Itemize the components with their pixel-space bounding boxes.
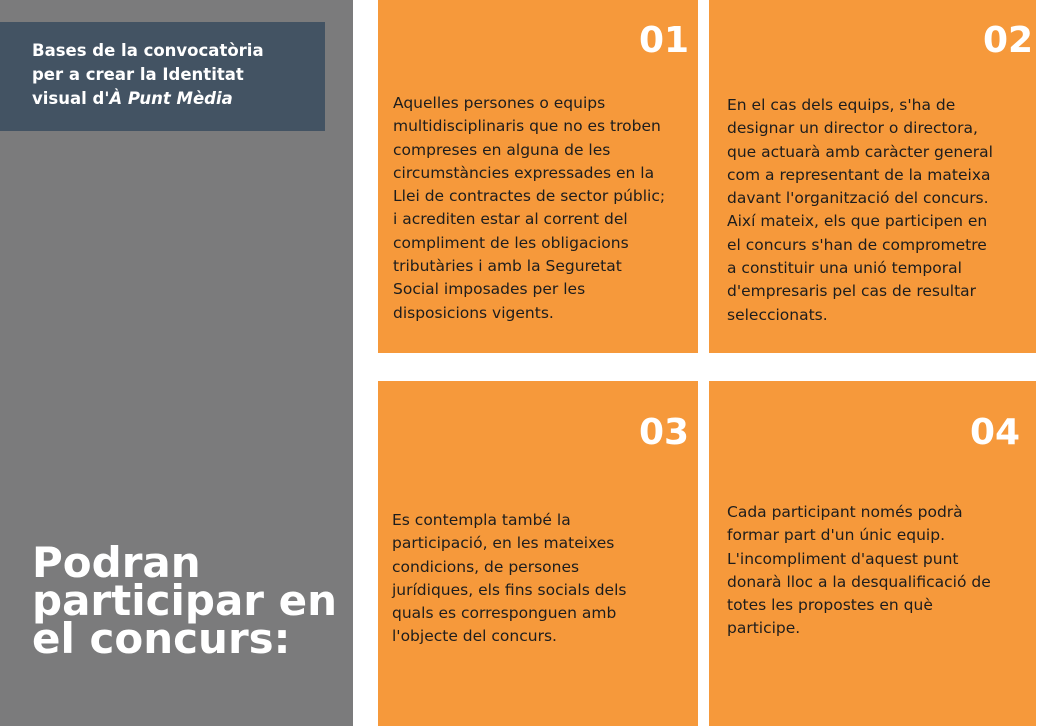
card-text-line: Social imposades per les [393,280,586,299]
card-text [393,92,665,325]
heading-line: participar en [32,576,338,625]
card-text-line: participe. [727,619,801,638]
card-number: 01 [639,20,690,61]
card-text-line: En el cas dels equips, s'ha de [727,96,956,114]
card-text-line: Aquelles persones o equips [393,94,606,112]
title-line: Bases de la convocatòria [32,41,264,60]
card-text-line: a constituir una unió temporal [727,259,962,278]
card-text-line: Així mateix, els que participen en [727,212,988,231]
card-text-line: multidisciplinaris que no es troben [393,117,661,136]
card-number: 03 [639,412,690,453]
section-heading [32,538,347,663]
sidebar [0,0,353,726]
card-text-line: L'incompliment d'aquest punt [727,549,959,568]
heading-line: el concurs: [32,614,291,663]
card-text-line: Es contempla també la [392,511,571,529]
title-line-last [32,87,315,111]
card-text-line: donarà lloc a la desqualificació de [727,572,991,591]
card-number: 02 [983,20,1034,61]
card-03 [378,381,698,726]
card-text-line: davant l'organització del concurs. [727,189,989,208]
card-text-line: condicions, de persones [392,557,580,576]
card-text-line: Llei de contractes de sector públic; [393,187,666,206]
card-text-line: tributàries i amb la Seguretat [393,257,622,276]
card-text-line: l'objecte del concurs. [392,627,557,646]
card-text-line: Cada participant només podrà [727,503,963,521]
document-title-box [0,22,325,131]
card-text [727,501,991,641]
card-01 [378,0,698,353]
card-text-line: circumstàncies expressades en la [393,163,655,182]
card-04 [709,381,1036,726]
card-02 [709,0,1036,353]
card-text-line: participació, en les mateixes [392,534,615,553]
title-prefix: visual d' [32,89,110,108]
card-text-line: compreses en alguna de les [393,140,611,159]
card-text-line: totes les propostes en què [727,596,933,615]
title-line: per a crear la Identitat [32,65,244,84]
card-text-line: quals es corresponguen amb [392,604,617,623]
card-text-line: compliment de les obligacions [393,233,629,252]
card-text-line: disposicions vigents. [393,303,554,322]
brand-name: À Punt Mèdia [109,89,233,108]
card-number: 04 [970,412,1021,453]
card-text-line: i acrediten estar al corrent del [393,210,628,229]
heading-line: Podran [32,538,201,587]
card-text-line: seleccionats. [727,305,828,324]
card-text [727,94,993,327]
card-text-line: d'empresaris pel cas de resultar [727,282,977,301]
card-text-line: com a representant de la mateixa [727,165,991,184]
card-text-line: formar part d'un únic equip. [727,526,945,545]
card-text-line: el concurs s'han de comprometre [727,235,987,254]
card-text [392,509,626,649]
card-text-line: designar un director o directora, [727,119,978,138]
card-text-line: que actuarà amb caràcter general [727,142,993,161]
card-text-line: jurídiques, els fins socials dels [392,580,627,599]
